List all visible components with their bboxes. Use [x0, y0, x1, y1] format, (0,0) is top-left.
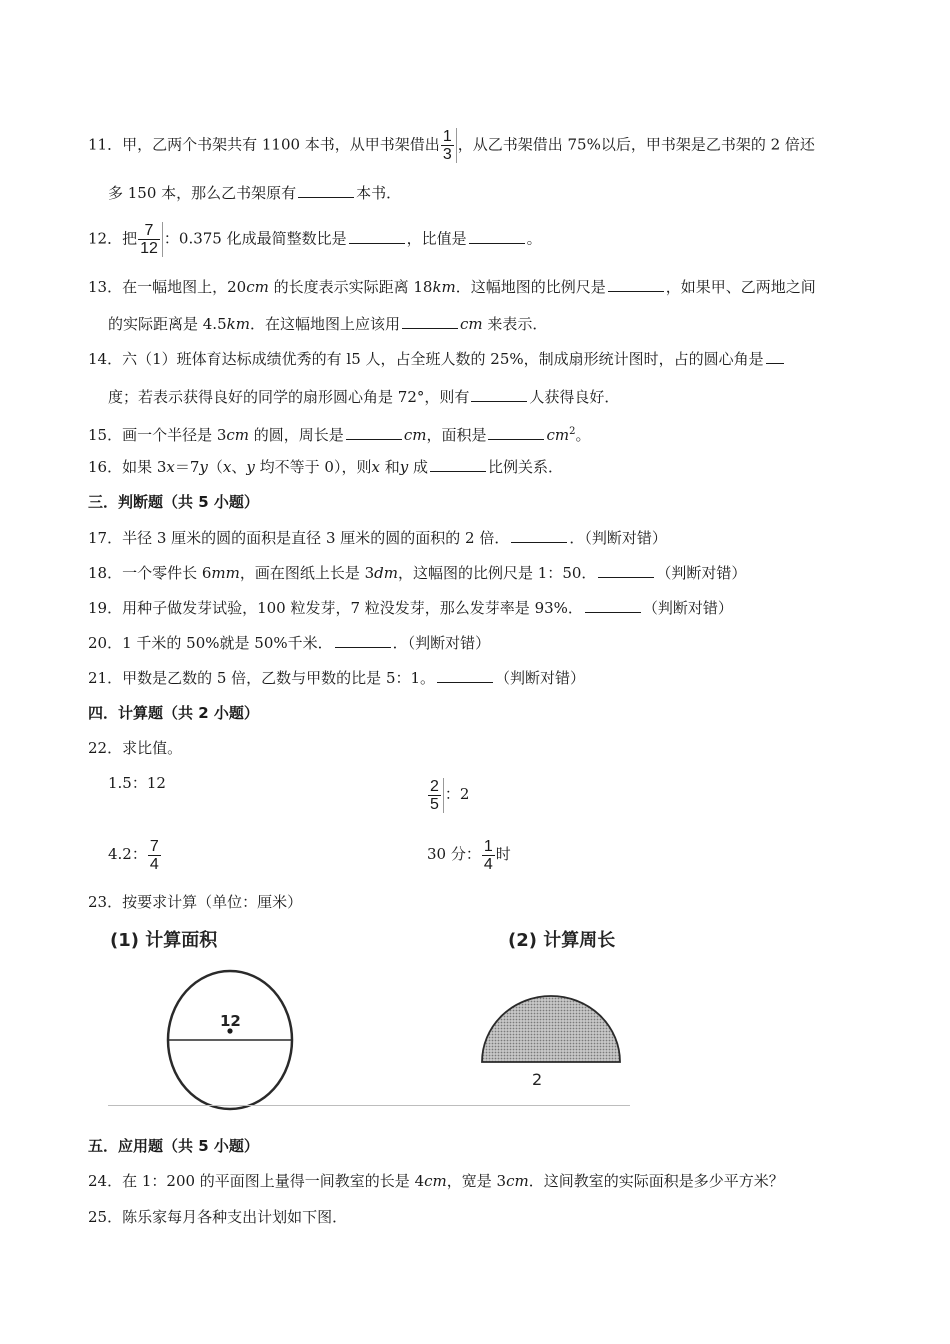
q22-item-1: 1.5：12 [108, 774, 166, 792]
fraction-two-fifths: $\frac{2}{5}$ [428, 778, 444, 813]
question-number: 11． [88, 135, 123, 154]
q24-line: 24．在 1：200 的平面图上量得一间教室的长是 4cm，宽是 3cm．这间教室的实际面积是多少平方米？ [88, 1172, 784, 1190]
section-heading-calculation: 四．计算题（共 2 小题） [88, 704, 259, 722]
q11-line2: 多 150 本，那么乙书架原有 本书． [108, 184, 402, 202]
question-number: 19． [88, 599, 123, 617]
question-number: 21． [88, 669, 123, 687]
answer-blank[interactable] [585, 597, 641, 613]
answer-blank[interactable] [766, 348, 784, 364]
q15-line: 15．画一个半径是 3cm 的圆，周长是 cm，面积是 $cm^2$。 [88, 426, 591, 444]
answer-blank[interactable] [471, 386, 527, 402]
q22-item-3: 4.2： $\frac{7}{4}$ [108, 837, 159, 873]
fraction-seven-fourths: $\frac{7}{4}$ [149, 837, 159, 873]
circle-diameter-label: 12 [220, 1012, 241, 1030]
q18-line: 18．一个零件长 6mm，画在图纸上长是 3dm，这幅图的比例尺是 1：50． （判断对错） [88, 564, 747, 582]
q14-line2: 度；若表示获得良好的同学的扇形圆心角是 72°，则有 人获得良好． [108, 388, 620, 406]
question-number: 25． [88, 1208, 123, 1226]
fraction-one-third: $\frac{1}{3}$ [441, 128, 457, 163]
section-heading-judgment: 三．判断题（共 5 小题） [88, 493, 259, 511]
q19-line: 19．用种子做发芽试验，100 粒发芽，7 粒没发芽，那么发芽率是 93%． （判断对错） [88, 599, 733, 617]
q20-line: 20．1 千米的 50%就是 50%千米． ．（判断对错） [88, 634, 491, 652]
question-number: 20． [88, 634, 123, 652]
question-number: 14． [88, 350, 123, 368]
answer-blank[interactable] [349, 228, 405, 244]
answer-blank[interactable] [469, 228, 525, 244]
q12-line: 12．把 $\frac{7}{12}$ ：0.375 化成最简整数比是 ，比值是 。 [88, 222, 542, 257]
answer-blank[interactable] [598, 562, 654, 578]
q17-line: 17．半径 3 厘米的圆的面积是直径 3 厘米的圆的面积的 2 倍． ．（判断对错） [88, 529, 667, 547]
figure-label-perimeter: (2) 计算周长 [508, 930, 616, 951]
q22-item-4: 30 分： $\frac{1}{4}$ 时 [427, 837, 511, 873]
answer-blank[interactable] [608, 276, 664, 292]
question-number: 24． [88, 1172, 123, 1190]
question-number: 13． [88, 278, 123, 296]
q16-line: 16．如果 3x＝7y（x、y 均不等于 0），则x 和y 成 比例关系． [88, 458, 564, 476]
figure-label-area: (1) 计算面积 [110, 930, 218, 951]
question-number: 18． [88, 564, 123, 582]
fraction-seven-twelfths: $\frac{7}{12}$ [138, 222, 163, 257]
answer-blank[interactable] [488, 424, 544, 440]
q22-item-2: $\frac{2}{5}$ ：2 [430, 777, 470, 813]
q13-line2: 的实际距离是 4.5km．在这幅地图上应该用 cm 来表示． [108, 315, 548, 333]
semicircle-diameter-label: 2 [532, 1070, 543, 1089]
question-number: 22． [88, 739, 123, 757]
answer-blank[interactable] [430, 456, 486, 472]
q14-line1: 14．六（1）班体育达标成绩优秀的有 l5 人，占全班人数的 25%，制成扇形统计图时，占的圆心角是 [88, 348, 786, 369]
figure-divider [108, 1105, 630, 1106]
semicircle-shaded [482, 996, 620, 1062]
q23-line: 23．按要求计算（单位：厘米） [88, 893, 303, 911]
circle-figure [160, 964, 300, 1114]
q21-line: 21．甲数是乙数的 5 倍，乙数与甲数的比是 5：1。 （判断对错） [88, 669, 586, 687]
answer-blank[interactable] [346, 424, 402, 440]
answer-blank[interactable] [335, 632, 391, 648]
question-number: 15． [88, 426, 123, 444]
answer-blank[interactable] [511, 527, 567, 543]
answer-blank[interactable] [437, 667, 493, 683]
q13-line1: 13．在一幅地图上，20cm 的长度表示实际距离 18km．这幅地图的比例尺是 ，如果甲、乙两地之间 [88, 278, 816, 296]
answer-blank[interactable] [298, 182, 354, 198]
question-number: 12． [88, 229, 123, 248]
q25-line: 25．陈乐家每月各种支出计划如下图． [88, 1208, 348, 1226]
section-heading-application: 五．应用题（共 5 小题） [88, 1137, 259, 1155]
q11-line1: 11．甲，乙两个书架共有 1100 本书，从甲书架借出 $\frac{1}{3}$ ，从乙书架借出 75%以后，甲书架是乙书架的 2 倍还 [88, 128, 815, 163]
question-number: 17． [88, 529, 123, 547]
answer-blank[interactable] [402, 313, 458, 329]
question-number: 23． [88, 893, 123, 911]
fraction-one-fourth: $\frac{1}{4}$ [483, 837, 493, 873]
semicircle-figure [476, 988, 626, 1068]
q22-line: 22．求比值。 [88, 739, 183, 757]
question-number: 16． [88, 458, 123, 476]
